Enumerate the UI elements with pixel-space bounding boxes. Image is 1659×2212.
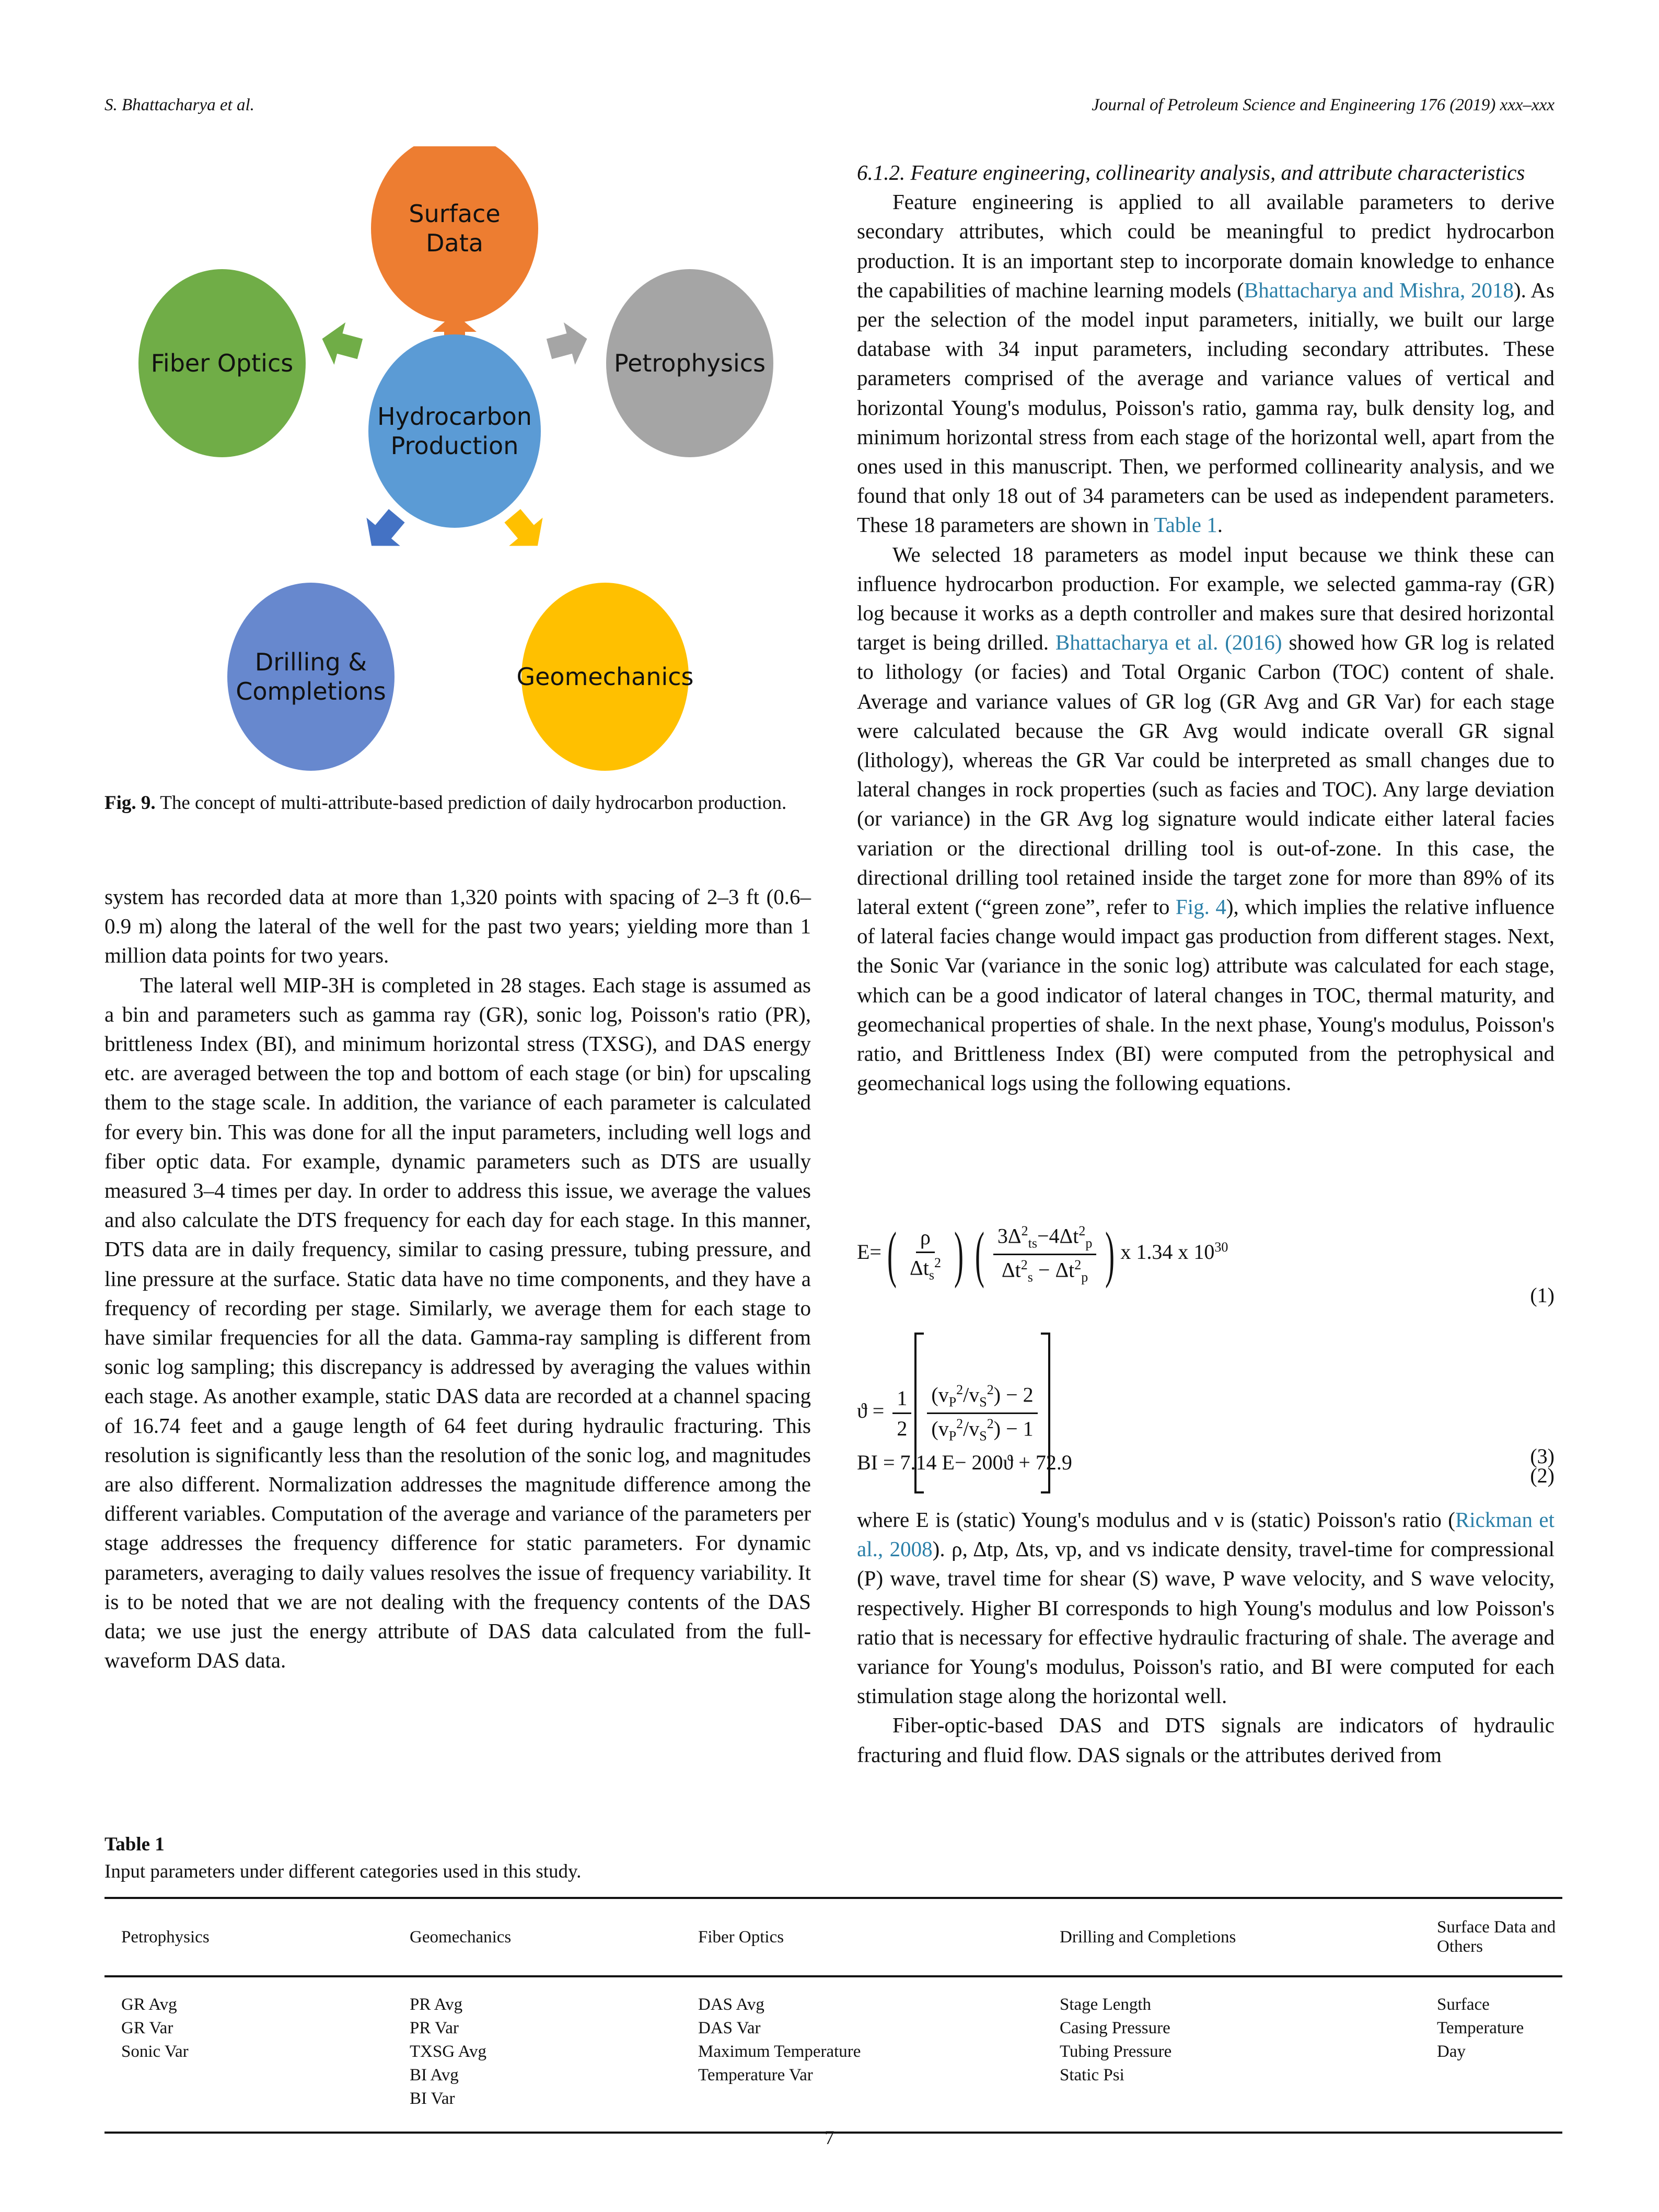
text-span: Feature engineering is applied to all available parameters to derive secondary attributes, which could be meaningful to predict hydrocarbon production. It is an important step to incorporate domain knowledge to enhance the capabilities of machine learning models ( (857, 190, 1554, 302)
eq1-lhs: E= (857, 1240, 881, 1264)
left-column (105, 882, 811, 1675)
table-cell-item: Sonic Var (121, 2042, 189, 2061)
eq2-minus-1: − 1 (1006, 1416, 1034, 1440)
equation-number-1: (1) (1530, 1283, 1554, 1307)
eq3-text: BI = 7.14 E− 200ϑ + 72.9 (857, 1451, 1072, 1474)
node-label: Surface (409, 200, 501, 228)
table-header-cell: Geomechanics (393, 1898, 681, 1976)
eq2-main-den: $(v_P^2/v_S^2) - 1$ (931, 1416, 1034, 1443)
equation-number-2: (2) (1530, 1464, 1554, 1487)
paren: ) (1105, 1219, 1115, 1289)
equation-3 (857, 1444, 1554, 1481)
eq2-half-num: 1 (892, 1386, 911, 1414)
node-label: Hydrocarbon (377, 402, 532, 431)
left-paragraph-1: system has recorded data at more than 1,320 points with spacing of 2–3 ft (0.6–0.9 m) along the lateral of the well for the past two years; yielding more than 1 million data points for two years. (105, 885, 811, 968)
eq2-main-num: $(v_P^2/v_S^2) - 2$ (927, 1382, 1037, 1414)
diagram-node-center (368, 334, 541, 528)
table-cell-fiber-optics (681, 1976, 1043, 2133)
eq2-half (892, 1386, 911, 1441)
table-cell-item: Surface Temperature (1437, 1995, 1524, 2037)
table-cell-item: Temperature Var (698, 2066, 813, 2084)
right-paragraph-1 (857, 187, 1554, 539)
table-cell-item: PR Avg (410, 1995, 463, 2014)
right-column (857, 158, 1554, 1098)
table-cell-geomechanics (393, 1976, 681, 2133)
paren: ( (974, 1219, 984, 1289)
page-number: 7 (825, 2127, 834, 2149)
citation-link-rickman-2008[interactable]: Rickman et al., 2008 (857, 1508, 1554, 1561)
text-span: . (1217, 513, 1223, 537)
table-header-cell: Surface Data and Others (1420, 1898, 1562, 1976)
eq2-minus-2: − 2 (1006, 1383, 1034, 1407)
table-cell-item: DAS Var (698, 2019, 761, 2037)
eq1-den-1: $\Delta t_s^2$ (909, 1255, 941, 1283)
text-span: We selected 18 parameters as model input because we think these can influence hydrocarbon production. For example, we selected gamma-ray (GR) log because it works as a depth controller and makes sure that desired horizontal target is being drilled. (857, 542, 1554, 655)
diagram-node-left (138, 269, 306, 457)
diagram-node-bottom-right (516, 583, 693, 771)
table-header-row (105, 1898, 1562, 1976)
node-label: Geomechanics (516, 663, 694, 691)
figure-caption-label: Fig. 9. (105, 792, 156, 814)
diagram-node-right (606, 269, 773, 457)
diagram-nodes (138, 146, 773, 771)
node-label: Production (390, 432, 519, 460)
eq1-den-2: $\Delta t^2_s - \Delta t^2_p$ (1001, 1257, 1088, 1284)
equation-1 (857, 1219, 1554, 1312)
table-title: Table 1 (105, 1834, 165, 1855)
table-cell-item: GR Avg (121, 1995, 177, 2014)
eq1-num-2: $3\Delta^2_{ts}-4\Delta t^2_p$ (993, 1223, 1096, 1255)
arrow-to-petrophysics-icon (543, 318, 593, 370)
node-label: Drilling & (254, 648, 367, 676)
section-heading: 6.1.2. Feature engineering, collinearity analysis, and attribute characteristics (857, 160, 1525, 184)
equation-number-3: (3) (1530, 1444, 1554, 1468)
table-cell-surface-data (1420, 1976, 1562, 2133)
table-cell-item: Maximum Temperature (698, 2042, 861, 2061)
node-label: Fiber Optics (150, 349, 294, 377)
diagram-node-top (371, 146, 538, 322)
fig-4-link[interactable]: Fig. 4 (1175, 895, 1226, 919)
table-cell-item: TXSG Avg (410, 2042, 486, 2061)
eq1-exponent: 30 (1214, 1239, 1228, 1255)
left-paragraph-2: The lateral well MIP-3H is completed in 28 stages. Each stage is assumed as a bin and parameters such as gamma ray (GR), sonic log, Poisson's ratio (PR), brittleness Index (BI), and minimum horizontal stress (TXSG), and DAS energy etc. are averaged between the top and bottom of each stage (or bin) for upscaling them to the stage scale. In addition, the variance of each parameter is calculated for every bin. This was done for all the input parameters, including well logs and fiber optic data. For example, dynamic parameters such as DTS are usually measured 3–4 times per day. In order to address this issue, we average the values and also calculate the DTS frequency for each day for each stage. In this manner, DTS data are in daily frequency, similar to casing pressure, tubing pressure, and line pressure at the surface. Static data have no time components, and they have a frequency of recording per stage. Similarly, we average them for each stage to have similar frequencies for all the data. Gamma-ray sampling is different from sonic log sampling; this discrepancy is addressed by averaging the values within each stage. As another example, static DAS data are recorded at a channel spacing of 16.74 feet and a gauge length of 64 feet during hydraulic fracturing. This resolution is significantly less than the resolution of the sonic log, and magnitudes are also different. Normalization addresses the magnitude difference among the different variables. Computation of the average and variance of the parameters per stage addresses the frequency difference for static parameters. For dynamic parameters, averaging to daily values resolves the issue of frequency variability. It is to be noted that we are not dealing with the frequency contents of the DAS data; we use just the energy attribute of DAS data calculated from the full-waveform DAS data. (105, 972, 811, 1673)
node-label: Petrophysics (613, 349, 766, 377)
right-paragraph-3 (857, 1505, 1554, 1710)
right-column-lower (857, 1505, 1554, 1769)
table-header-cell: Drilling and Completions (1043, 1898, 1420, 1976)
node-label: Completions (236, 677, 386, 705)
table-cell-item: Stage Length (1060, 1995, 1152, 2014)
text-span: ). ρ, Δtp, Δts, vp, and vs indicate density, travel-time for compressional (P) wave, travel time for shear (S) wave, P wave velocity, and S wave velocity, respectively. Higher BI corresponds to high Young's modulus and low Poisson's ratio that is necessary for effective hydraulic fracturing of shale. The average and variance for Young's modulus, Poisson's ratio, and BI were computed for each stimulation stage along the horizontal well. (857, 1537, 1554, 1708)
eq1-rho: ρ (916, 1225, 935, 1253)
table-cell-item: Tubing Pressure (1060, 2042, 1172, 2061)
table-cell-item: Day (1437, 2042, 1466, 2061)
paren: ) (954, 1219, 964, 1289)
text-span: where E is (static) Young's modulus and ν is (static) Poisson's ratio ( (857, 1508, 1455, 1532)
citation-link-bhattacharya-mishra-2018[interactable]: Bhattacharya and Mishra, 2018 (1244, 277, 1514, 302)
table-cell-item: PR Var (410, 2019, 459, 2037)
table-cell-item: BI Var (410, 2089, 455, 2108)
arrow-to-fiber-optics-icon (317, 318, 366, 370)
diagram-node-bottom-left (227, 583, 395, 771)
parameters-table (105, 1897, 1562, 2134)
figure-9-diagram (105, 146, 836, 794)
text-span: ), which implies the relative influence of lateral facies change would impact gas production from different stages. Next, the Sonic Var (variance in the sonic log) attribute was calculated for each stage, which can be a good indicator of lateral changes in TOC, thermal maturity, and geomechanical properties of shale. In the next phase, Young's modulus, Poisson's ratio, and Brittleness Index (BI) were computed from the petrophysical and geomechanical logs using the following equations. (857, 895, 1554, 1095)
table-cell-petrophysics (105, 1976, 393, 2133)
text-span: showed how GR log is related to lithology (or facies) and Total Organic Carbon (TOC) content of shale. Average and variance values of GR log (GR Avg and GR Var) for each stage were calculated because the GR Avg would indicate overall GR signal (lithology), whereas the GR Var could be interpreted as small changes due to lateral changes in rock properties (such as facies and TOC). Any large deviation (or variance) in the GR Avg log signature would indicate either lateral facies variation or the directional drilling tool is out-of-zone. In this case, the directional drilling tool retained inside the target zone for more than 89% of its lateral extent (“green zone”, refer to (857, 630, 1554, 919)
right-paragraph-4: Fiber-optic-based DAS and DTS signals are indicators of hydraulic fracturing and fluid flow. DAS signals or the attributes derived from (857, 1713, 1554, 1767)
table-caption: Input parameters under different categories used in this study. (105, 1861, 582, 1882)
arrow-to-drilling-completions-icon (355, 502, 414, 560)
running-header-journal: Journal of Petroleum Science and Engineering 176 (2019) xxx–xxx (1092, 96, 1554, 114)
table-header-cell: Petrophysics (105, 1898, 393, 1976)
right-paragraph-2 (857, 540, 1554, 1098)
eq1-fraction-1 (906, 1225, 945, 1283)
node-circle (368, 334, 541, 528)
table-1-link[interactable]: Table 1 (1154, 513, 1217, 537)
table-row (105, 1976, 1562, 2133)
table-cell-drilling-completions (1043, 1976, 1420, 2133)
figure-caption (105, 789, 811, 817)
table-cell-item: DAS Avg (698, 1995, 764, 2014)
eq2-main-fraction (927, 1382, 1037, 1444)
eq2-half-den: 2 (897, 1416, 908, 1440)
table-cell-item: Static Psi (1060, 2066, 1124, 2084)
arrow-to-geomechanics-icon (496, 502, 555, 560)
node-label: Data (426, 229, 483, 257)
eq1-fraction-2 (993, 1223, 1096, 1285)
concept-diagram-svg (105, 146, 836, 794)
node-circle (227, 583, 395, 771)
table-cell-item: BI Avg (410, 2066, 459, 2084)
running-header-authors: S. Bhattacharya et al. (105, 96, 254, 114)
eq2-lhs: ϑ = (857, 1399, 885, 1423)
table-header-cell: Fiber Optics (681, 1898, 1043, 1976)
table-cell-item: Casing Pressure (1060, 2019, 1170, 2037)
eq1-tail: x 1.34 x 10 (1120, 1240, 1215, 1264)
paren: ( (887, 1219, 897, 1289)
table-cell-item: GR Var (121, 2019, 173, 2037)
text-span: ). As per the selection of the model input parameters, initially, we built our large database with 34 input parameters, including secondary attributes. These parameters comprised of the average and variance values of vertical and horizontal Young's modulus, Poisson's ratio, gamma ray, bulk density log, and minimum horizontal stress from each stage of the horizontal well, apart from the ones used in this manuscript. Then, we performed collinearity analysis, and we found that only 18 out of 34 parameters can be used as independent parameters. These 18 parameters are shown in (857, 277, 1554, 537)
citation-link-bhattacharya-2016[interactable]: Bhattacharya et al. (2016) (1055, 630, 1282, 655)
figure-caption-text: The concept of multi-attribute-based prediction of daily hydrocarbon production. (155, 792, 787, 814)
